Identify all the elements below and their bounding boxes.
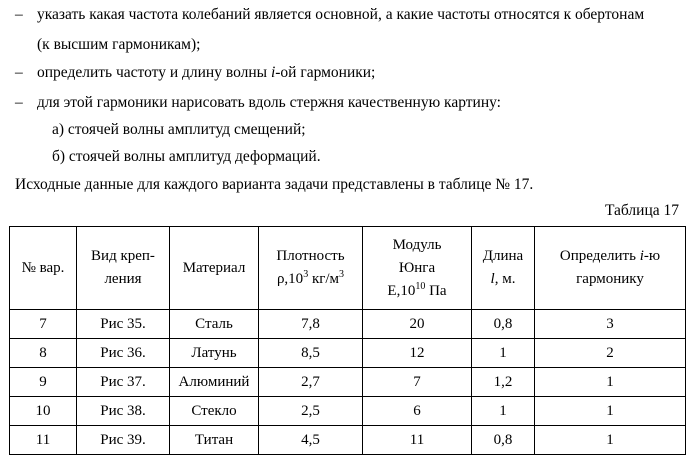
cell-density: 7,8	[259, 310, 363, 339]
cell-variant: 9	[10, 368, 77, 397]
table-row	[10, 397, 686, 426]
cell-harmonic: 2	[535, 339, 686, 368]
cell-length: 0,8	[472, 426, 535, 455]
table-row	[10, 310, 686, 339]
cell-figure: Рис 39.	[77, 426, 170, 455]
cell-modulus: 6	[363, 397, 472, 426]
data-table	[9, 226, 686, 455]
cell-length: 1	[472, 397, 535, 426]
list-item-1-line-1: указать какая частота колебаний является основной, а какие частоты относятся к обертонам	[37, 6, 645, 23]
cell-material: Алюминий	[170, 368, 259, 397]
cell-modulus: 12	[363, 339, 472, 368]
dash-bullet: –	[15, 64, 23, 81]
cell-variant: 7	[10, 310, 77, 339]
cell-length: 0,8	[472, 310, 535, 339]
cell-length: 1,2	[472, 368, 535, 397]
cell-harmonic: 1	[535, 426, 686, 455]
table-header-row	[10, 227, 686, 310]
cell-density: 4,5	[259, 426, 363, 455]
cell-length: 1	[472, 339, 535, 368]
cell-density: 8,5	[259, 339, 363, 368]
cell-figure: Рис 37.	[77, 368, 170, 397]
cell-harmonic: 1	[535, 397, 686, 426]
cell-modulus: 20	[363, 310, 472, 339]
cell-variant: 8	[10, 339, 77, 368]
cell-modulus: 7	[363, 368, 472, 397]
list-item-2-var: i	[270, 64, 276, 81]
list-item-3-text: для этой гармоники нарисовать вдоль стержня качественную картину:	[37, 94, 501, 111]
list-item-2-text	[37, 63, 375, 83]
list-item-1-line-2: (к высшим гармоникам);	[37, 36, 201, 53]
header-variant-number: № вар.	[10, 227, 77, 310]
header-harmonic: Определить i-ю гармонику	[535, 227, 686, 310]
cell-variant: 11	[10, 426, 77, 455]
cell-material: Сталь	[170, 310, 259, 339]
cell-material: Латунь	[170, 339, 259, 368]
table-caption: Таблица 17	[604, 202, 679, 219]
header-fixing: Вид креп- ления	[77, 227, 170, 310]
dash-bullet: –	[15, 6, 23, 23]
sub-item-b: б) стоячей волны амплитуд деформаций.	[52, 148, 321, 165]
table-row	[10, 368, 686, 397]
header-density: Плотность $\rho,10^3$ $кг/м^3$	[259, 227, 363, 310]
header-length: Длина l, м.	[472, 227, 535, 310]
list-item-2-pre: определить частоту и длину волны	[37, 64, 271, 81]
cell-variant: 10	[10, 397, 77, 426]
table-row	[10, 339, 686, 368]
cell-harmonic: 3	[535, 310, 686, 339]
list-item-2-post: -ой гармоники;	[275, 64, 376, 81]
table-row	[10, 426, 686, 455]
cell-figure: Рис 36.	[77, 339, 170, 368]
cell-harmonic: 1	[535, 368, 686, 397]
cell-figure: Рис 35.	[77, 310, 170, 339]
cell-modulus: 11	[363, 426, 472, 455]
cell-density: 2,7	[259, 368, 363, 397]
header-material: Материал	[170, 227, 259, 310]
header-youngs-modulus: Модуль Юнга $Е,10^{10}$ Па	[363, 227, 472, 310]
cell-figure: Рис 38.	[77, 397, 170, 426]
intro-paragraph: Исходные данные для каждого варианта задачи представлены в таблице № 17.	[15, 176, 534, 193]
sub-item-a: а) стоячей волны амплитуд смещений;	[52, 121, 306, 138]
cell-material: Стекло	[170, 397, 259, 426]
cell-density: 2,5	[259, 397, 363, 426]
dash-bullet: –	[15, 94, 23, 111]
cell-material: Титан	[170, 426, 259, 455]
